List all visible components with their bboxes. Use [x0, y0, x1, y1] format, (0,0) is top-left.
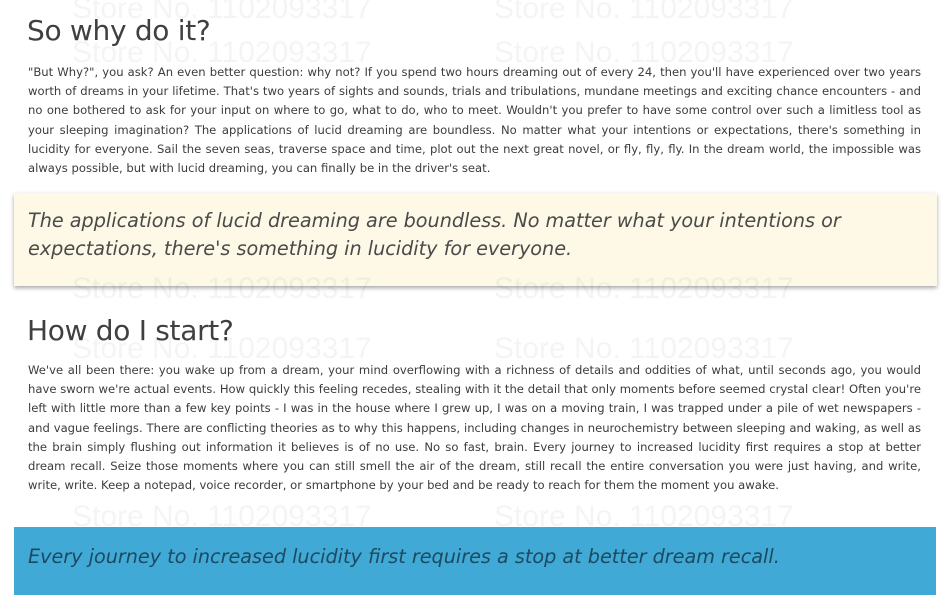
section-body-start: We've all been there: you wake up from a dream, your mind overflowing with a richness of details and oddities of what, until seconds ago, you would have sworn we're actual events. How quickly this feeling recedes, stealing with it the detail that only moments before seemed crystal clear! Often you're left with little more than a few key points - I was in the house where I grew up, I was on a moving train, I was trapped under a pile of wet newspapers - and vague feelings. There are conflicting theories as to why this happens, including changes in neurochemistry between sleeping and waking, as well as the brain simply flushing out information it believes is of no use. No so fast, brain. Every journey to increased lucidity first requires a stop at better dream recall. Seize those moments where you can still smell the air of the dream, still recall the entire conversation you were just having, and write, write, write. Keep a notepad, voice recorder, or smartphone by your bed and be ready to reach for them the moment you awake. — [28, 363, 921, 493]
pull-quote-why: The applications of lucid dreaming are boundless. No matter what your intentions or expectations, there's something in lucidity for everyone. — [14, 193, 937, 286]
section-heading-start: How do I start? — [27, 314, 234, 347]
section-heading-why: So why do it? — [27, 14, 211, 47]
section-body-why: "But Why?", you ask? An even better question: why not? If you spend two hours dreaming out of every 24, then you'll have experienced over two years worth of dreams in your lifetime. That's two years of sights and sounds, trials and tribulations, mundane meetings and exciting chance encounters - and no one bothered to ask for your input on where to go, what to do, who to meet. Wouldn't you prefer to have some control over such a limitless tool as your sleeping imagination? The applications of lucid dreaming are boundless. No matter what your intentions or expectations, there's something in lucidity for everyone. Sail the seven seas, traverse space and time, plot out the next great novel, or fly, fly, fly. In the dream world, the impossible was always possible, but with lucid dreaming, you can finally be in the driver's seat. — [28, 65, 921, 176]
watermark — [494, 0, 794, 26]
pull-quote-start: Every journey to increased lucidity first requires a stop at better dream recall. — [14, 527, 936, 595]
